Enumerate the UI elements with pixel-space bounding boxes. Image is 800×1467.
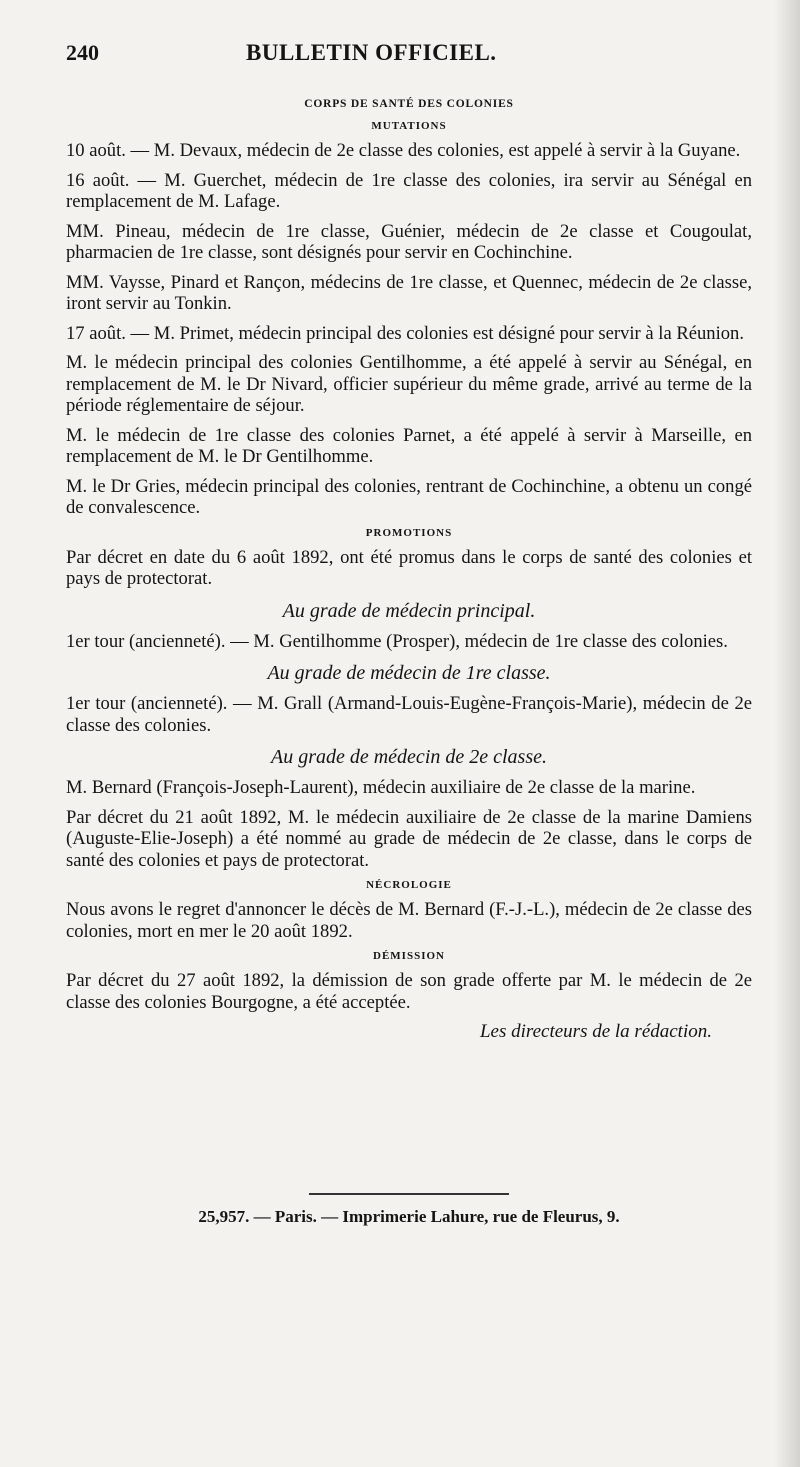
promotions-extra: Par décret du 21 août 1892, M. le médecin auxiliaire de 2e classe de la marine Damiens (Auguste-Elie-Joseph) a été nommé au grade de médecin de 2e classe, dans le corps de santé des colonies et pays de protectorat. <box>66 806 752 871</box>
imprint: 25,957. — Paris. — Imprimerie Lahure, rue de Fleurus, 9. <box>198 1207 620 1226</box>
signature: Les directeurs de la rédaction. <box>479 1021 712 1042</box>
journal-title: BULLETIN OFFICIEL. <box>246 40 497 65</box>
section-title: CORPS DE SANTÉ DES COLONIES <box>304 98 514 110</box>
mutation-paragraph: M. le Dr Gries, médecin principal des colonies, rentrant de Cochinchine, a obtenu un congé de convalescence. <box>66 475 752 518</box>
grade-heading: Au grade de médecin de 1re classe. <box>267 662 551 684</box>
mutation-paragraph: 10 août. — M. Devaux, médecin de 2e classe des colonies, est appelé à servir à la Guyane. <box>66 140 741 161</box>
page-number: 240 <box>66 40 99 65</box>
mutation-paragraph: 17 août. — M. Primet, médecin principal des colonies est désigné pour servir à la Réunion. <box>66 322 744 344</box>
mutation-paragraph: MM. Pineau, médecin de 1re classe, Guénier, médecin de 2e classe et Cougoulat, pharmacien de 1re classe, sont désignés pour servir en Cochinchine. <box>66 220 752 263</box>
mutations-title: MUTATIONS <box>371 120 447 132</box>
grade-paragraph: 1er tour (ancienneté). — M. Gentilhomme (Prosper), médecin de 1re classe des colonies. <box>66 630 728 652</box>
necrologie-title: NÉCROLOGIE <box>366 879 452 891</box>
running-head <box>66 40 752 80</box>
promotions-title: PROMOTIONS <box>365 526 453 539</box>
mutation-paragraph: MM. Vaysse, Pinard et Rançon, médecins de 1re classe, et Quennec, médecin de 2e classe, iront servir au Tonkin. <box>66 271 752 314</box>
necrologie-paragraph: Nous avons le regret d'annoncer le décès de M. Bernard (F.-J.-L.), médecin de 2e classe des colonies, mort en mer le 20 août 1892. <box>66 899 752 942</box>
grade-paragraph: 1er tour (ancienneté). — M. Grall (Armand-Louis-Eugène-François-Marie), médecin de 2e classe des colonies. <box>66 693 752 736</box>
page-edge-shadow <box>774 0 800 1467</box>
mutation-paragraph: M. le médecin principal des colonies Gentilhomme, a été appelé à servir au Sénégal, en remplacement de M. le Dr Nivard, officier supérieur du même grade, arrivé au terme de la période réglementaire de séjour. <box>66 352 752 416</box>
footer-rule <box>309 1193 509 1195</box>
grade-paragraph: M. Bernard (François-Joseph-Laurent), médecin auxiliaire de 2e classe de la marine. <box>66 777 696 798</box>
demission-paragraph: Par décret du 27 août 1892, la démission de son grade offerte par M. le médecin de 2e classe des colonies Bourgogne, a été acceptée. <box>66 970 752 1013</box>
mutation-paragraph: M. le médecin de 1re classe des colonies Parnet, a été appelé à servir à Marseille, en remplacement de M. le Dr Gentilhomme. <box>66 424 752 467</box>
promotions-intro: Par décret en date du 6 août 1892, ont été promus dans le corps de santé des colonies et pays de protectorat. <box>66 546 752 589</box>
mutation-paragraph: 16 août. — M. Guerchet, médecin de 1re classe des colonies, ira servir au Sénégal en remplacement de M. Lafage. <box>66 169 752 212</box>
demission-title: DÉMISSION <box>373 950 445 962</box>
grade-heading: Au grade de médecin de 2e classe. <box>270 746 547 768</box>
grade-heading: Au grade de médecin principal. <box>282 599 536 622</box>
